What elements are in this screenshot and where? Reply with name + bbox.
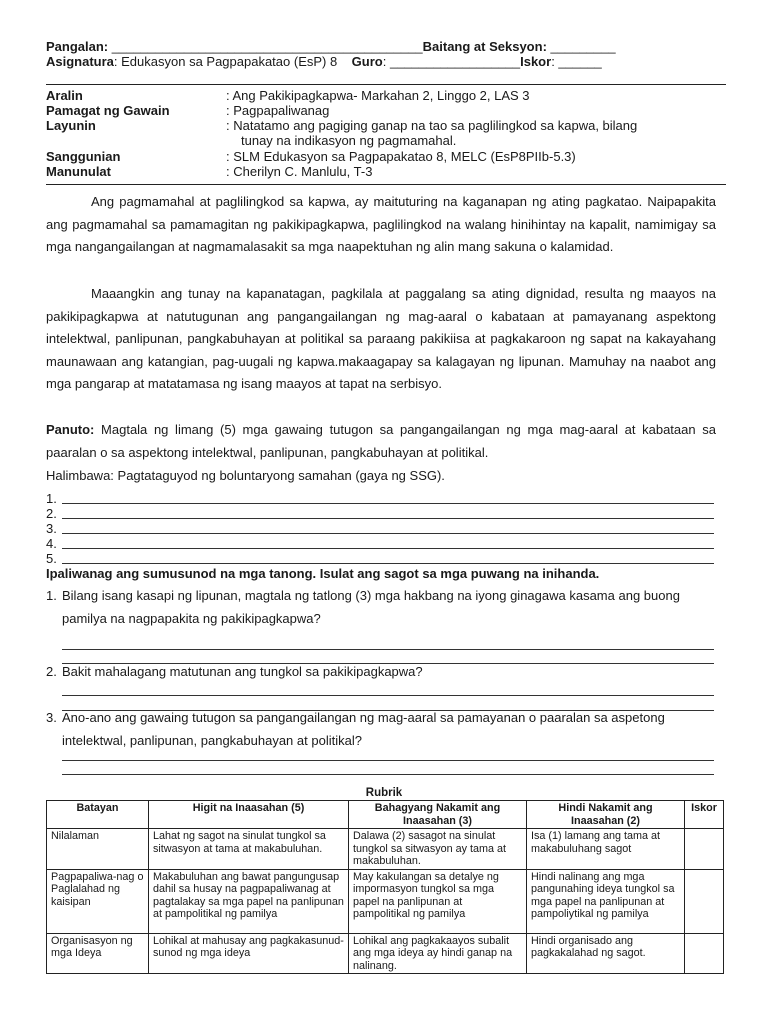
rubric-table — [46, 800, 724, 974]
question-number: 2. — [46, 664, 57, 679]
answer-line[interactable] — [46, 536, 714, 551]
rubric-header-cell: Hindi Nakamit ang Inaasahan (2) — [527, 801, 685, 829]
rubric-score-cell[interactable] — [685, 829, 724, 870]
question-number: 3. — [46, 710, 57, 725]
grade-section-field[interactable]: _________ — [550, 39, 616, 54]
answer-number: 4. — [46, 536, 57, 551]
rubric-header-cell: Bahagyang Nakamit ang Inaasahan (3) — [349, 801, 527, 829]
meta-value: : Pagpapaliwanag — [226, 103, 330, 118]
rubric-cell: Dalawa (2) sasagot na sinulat tungkol sa sitwasyon ay tama at makabuluhan. — [349, 829, 527, 870]
rubric-header-cell: Higit na Inaasahan (5) — [149, 801, 349, 829]
score-field[interactable]: : ______ — [551, 54, 602, 69]
meta-label: Sanggunian — [46, 149, 121, 164]
answer-number: 1. — [46, 491, 57, 506]
rubric-cell: Makabuluhan ang bawat pangungusap dahil sa husay na pagpapaliwanag at pagtalakay sa mga papel na panlipunan at pampolitikal ng pamilya — [149, 869, 349, 933]
rubric-header-cell: Iskor — [685, 801, 724, 829]
answer-number: 5. — [46, 551, 57, 566]
answer-rule[interactable] — [62, 695, 714, 696]
rubric-row — [47, 933, 724, 974]
meta-value: : SLM Edukasyon sa Pagpapakatao 8, MELC (EsP8PIIb-5.3) — [226, 149, 576, 164]
rubric-score-cell[interactable] — [685, 933, 724, 974]
meta-value: : Natatamo ang pagiging ganap na tao sa paglilingkod sa kapwa, bilang — [226, 118, 638, 133]
panuto-paragraph — [46, 419, 716, 464]
name-label: Pangalan: — [46, 39, 109, 54]
rubric-score-cell[interactable] — [685, 869, 724, 933]
answer-line[interactable] — [46, 521, 714, 536]
rubric-header-cell: Batayan — [47, 801, 149, 829]
subject-value: : Edukasyon sa Pagpapakatao (EsP) 8 — [113, 54, 338, 69]
answer-number: 2. — [46, 506, 57, 521]
answer-rule[interactable] — [62, 774, 714, 775]
rubric-cell: Lahat ng sagot na sinulat tungkol sa sitwasyon at tama at makabuluhan. — [149, 829, 349, 870]
instruction-heading: Ipaliwanag ang sumusunod na mga tanong. Isulat ang sagot sa mga puwang na inihanda. — [46, 566, 600, 581]
meta-value: : Cherilyn C. Manlulu, T-3 — [226, 164, 373, 179]
meta-value: : Ang Pakikipagkapwa- Markahan 2, Linggo 2, LAS 3 — [226, 88, 530, 103]
name-field[interactable]: ___________________________________________ — [111, 39, 423, 54]
rubric-cell: May kakulangan sa detalye ng impormasyon tungkol sa mga papel na panlipunan at pampolitikal ng pamilya — [349, 869, 527, 933]
meta-divider — [46, 184, 726, 185]
answer-rule[interactable] — [62, 760, 714, 761]
rubric-row — [47, 869, 724, 933]
rubric-row — [47, 829, 724, 870]
subject-label: Asignatura — [46, 54, 114, 69]
rubric-header-row — [47, 801, 724, 829]
teacher-field[interactable]: : __________________ — [382, 54, 521, 69]
meta-label: Manunulat — [46, 164, 111, 179]
answer-number: 3. — [46, 521, 57, 536]
question-text: Bilang isang kasapi ng lipunan, magtala ng tatlong (3) mga hakbang na iyong ginagawa kasama ang buong pamilya na nagpapakita ng pakikipagkapwa? — [62, 588, 680, 626]
rubric-cell: Lohikal ang pagkakaayos subalit ang mga ideya ay hindi ganap na nalinang. — [349, 933, 527, 974]
meta-value: tunay na indikasyon ng pagmamahal. — [241, 133, 457, 148]
grade-section-label: Baitang at Seksyon: — [422, 39, 547, 54]
answer-line[interactable] — [46, 506, 714, 521]
intro-paragraph-1: Ang pagmamahal at paglilingkod sa kapwa, ay maituturing na kaganapan ng ating pagkatao. Naipapakita ang pagmamahal sa pamamagitan ng pakikipagkapwa, paglilingkod na walang hinihintay na kapalit, namimigay sa mga nangangailangan at nagmamalasakit sa mga naapektuhan ng alin mang sakuna o kalamidad. — [46, 194, 716, 255]
question-text: Ano-ano ang gawaing tutugon sa pangangailangan ng mag-aaral sa pamayanan o paaralan sa aspetong intelektwal, panlipunan, pangkabuhayan at politikal? — [62, 710, 665, 748]
panuto-label: Panuto: — [46, 422, 95, 437]
rubric-cell: Hindi organisado ang pagkakalahad ng sagot. — [527, 933, 685, 974]
header-row-2 — [46, 54, 602, 69]
question-number: 1. — [46, 588, 57, 603]
rubric-cell: Isa (1) lamang ang tama at makabuluhang sagot — [527, 829, 685, 870]
rubric-criterion: Nilalaman — [47, 829, 149, 870]
meta-label: Layunin — [46, 118, 96, 133]
example-text: Halimbawa: Pagtataguyod ng boluntaryong samahan (gaya ng SSG). — [46, 468, 445, 483]
score-label: Iskor — [520, 54, 552, 69]
answer-rule[interactable] — [62, 649, 714, 650]
header-row-1 — [46, 39, 616, 54]
panuto-text: Magtala ng limang (5) mga gawaing tutugon sa pangangailangan ng mga mag-aaral at kabataan sa paaralan o sa aspektong intelektwal, panlipunan, pangkabuhayan at politikal. — [46, 422, 716, 460]
rubric-cell: Hindi nalinang ang mga pangunahing ideya tungkol sa mga papel na panlipunan at pampoliytikal ng pamilya — [527, 869, 685, 933]
teacher-label: Guro — [351, 54, 383, 69]
header-divider — [46, 84, 726, 85]
meta-label: Pamagat ng Gawain — [46, 103, 170, 118]
intro-paragraph-2: Maaangkin ang tunay na kapanatagan, pagkilala at paggalang sa ating dignidad, resulta ng maayos na pakikipagkapwa at natutugunan ang pangangailangan ng mag-aaral o kabataan at pamayanang aspektong intelektwal, panlipunan, pangkabuhayan at politikal sa paraang pakikiisa at pagkakaroon ng sapat na kakayahang maunawaan ang katangian, pag-uugali ng kapwa.makaagapay sa kalagayan ng lipunan. Mamuhay na naabot ang mga pangarap at matatamasa ng isang maayos at tapat na serbisyo. — [46, 286, 716, 392]
rubric-criterion: Pagpapaliwa-nag o Paglalahad ng kaisipan — [47, 869, 149, 933]
meta-label: Aralin — [46, 88, 83, 103]
rubric-criterion: Organisasyon ng mga Ideya — [47, 933, 149, 974]
question-text: Bakit mahalagang matutunan ang tungkol sa pakikipagkapwa? — [62, 664, 423, 679]
rubric-title: Rubrik — [365, 787, 403, 799]
rubric-cell: Lohikal at mahusay ang pagkakasunud-sunod ng mga ideya — [149, 933, 349, 974]
answer-line[interactable] — [46, 491, 714, 506]
